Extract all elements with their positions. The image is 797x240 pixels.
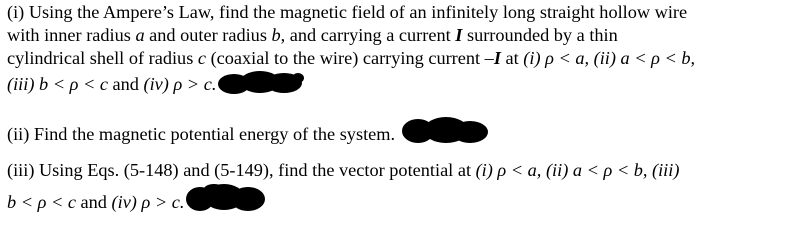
part-1-text: surrounded by a thin <box>462 25 618 45</box>
redaction-mark <box>400 117 490 145</box>
redaction-mark <box>216 71 304 95</box>
part-1-text: and outer radius <box>144 25 272 45</box>
current-symbol: I <box>455 25 463 45</box>
region-condition: (iv) ρ > c. <box>143 74 217 94</box>
current-symbol: I <box>493 48 501 68</box>
part-1-line-4 <box>7 71 304 93</box>
part-1-text: cylindrical shell of radius <box>7 48 198 68</box>
part-1-text: with inner radius <box>7 25 136 45</box>
region-condition: b < ρ < c <box>7 192 76 212</box>
part-1-line-2 <box>7 25 618 47</box>
part-3-text: and <box>75 192 112 212</box>
part-3-text: (iii) Using Eqs. (5-148) and (5-149), find the vector potential at <box>7 160 476 180</box>
part-1-line-1 <box>7 2 687 24</box>
part-2-text: (ii) Find the magnetic potential energy of the system. <box>7 124 396 144</box>
part-2-line <box>7 117 490 144</box>
region-conditions: (i) ρ < a, (ii) a < ρ < b, (iii) <box>475 160 680 180</box>
part-1-text: (i) Using the Ampere’s Law, find the magnetic field of an infinitely long straight hollow wire <box>7 2 688 22</box>
region-condition: (iv) ρ > c. <box>111 192 185 212</box>
shell-radius-symbol: c <box>197 48 207 68</box>
region-condition: (iii) b < ρ < c <box>7 74 108 94</box>
part-3-line-2 <box>7 183 268 212</box>
part-1-text: at <box>500 48 524 68</box>
redaction-mark <box>184 183 268 213</box>
part-1-line-3 <box>7 48 695 70</box>
part-1-text: (coaxial to the wire) carrying current – <box>206 48 494 68</box>
region-conditions: (i) ρ < a, (ii) a < ρ < b, <box>523 48 696 68</box>
inner-radius-symbol: a <box>135 25 145 45</box>
outer-radius-symbol: b <box>271 25 281 45</box>
part-1-text: , and carrying a current <box>280 25 456 45</box>
part-1-text: and <box>107 74 144 94</box>
part-3-line-1 <box>7 160 679 182</box>
